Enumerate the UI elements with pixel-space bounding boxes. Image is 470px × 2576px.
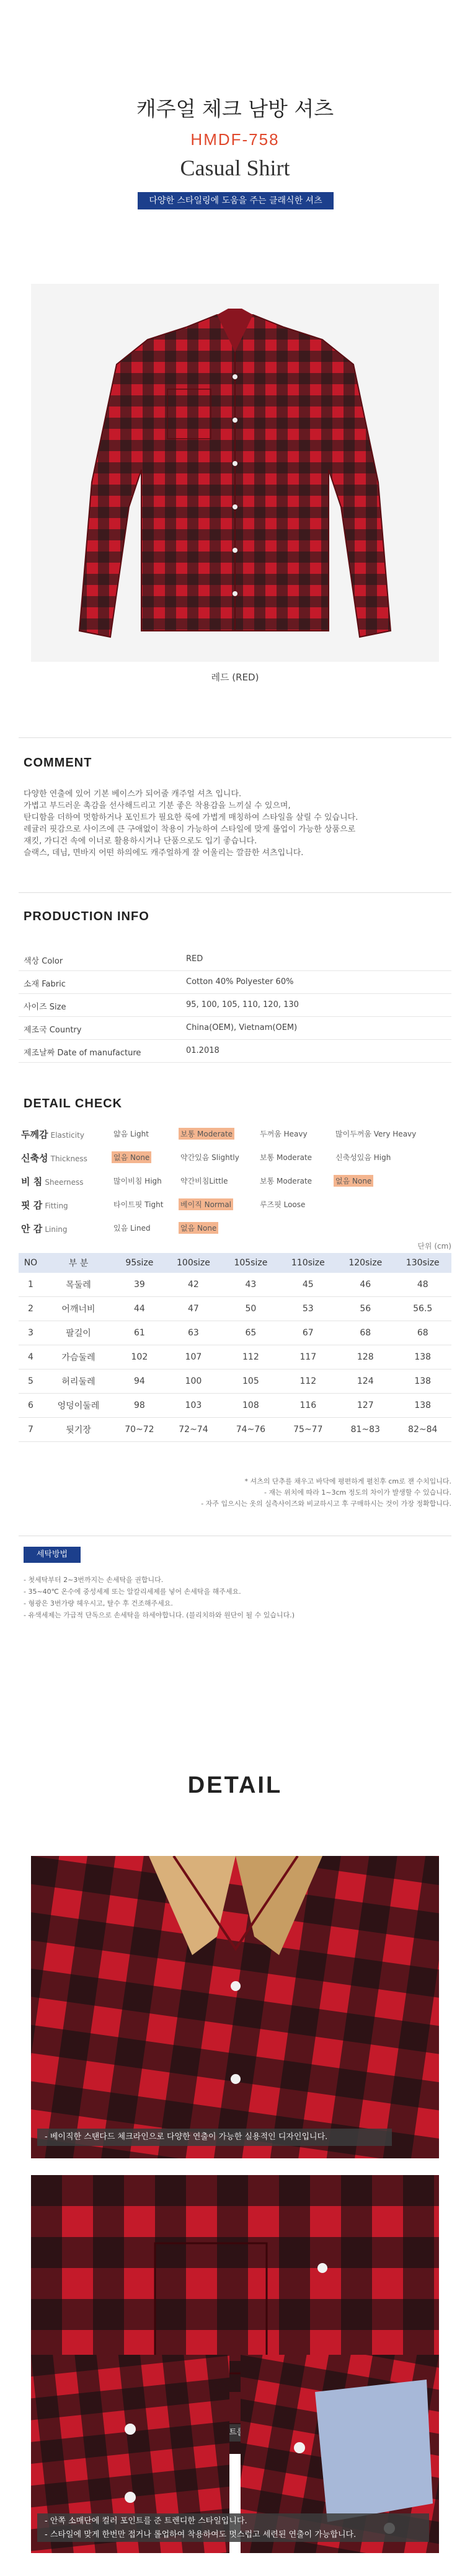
hero-caption: 레드 (RED) — [211, 672, 259, 683]
part-name: 팔길이 — [43, 1321, 114, 1345]
size-table-row — [19, 1418, 451, 1442]
care-line: - 35~40℃ 온수에 중성세제 또는 알칼리세제를 넣어 손세탁을 해주세요. — [24, 1588, 241, 1596]
size-value: 107 — [165, 1345, 222, 1369]
row-number: 3 — [19, 1321, 43, 1345]
spacer — [31, 2243, 32, 2244]
info-key: 제조국 Country — [24, 1026, 82, 1035]
part-name: 어깨너비 — [43, 1297, 114, 1321]
size-value: 112 — [280, 1369, 337, 1394]
info-row-fabric — [19, 971, 451, 994]
col-header: 120size — [337, 1253, 394, 1273]
comment-line: 슬랙스, 데님, 면바지 어떤 하의에도 캐주얼하게 잘 어울리는 깔끔한 셔츠입니다. — [24, 848, 304, 858]
detail-check-option-selected: 보통 Moderate — [179, 1128, 234, 1140]
detail-caption-line: - 안쪽 소매단에 컬러 포인트를 준 트렌디한 스타일입니다. — [45, 2517, 247, 2526]
col-header: 110size — [280, 1253, 337, 1273]
detail-check-option: 보통 Moderate — [260, 1177, 313, 1185]
size-table-header — [19, 1253, 451, 1273]
detail-check-row — [19, 1122, 451, 1145]
product-title-en: Casual Shirt — [180, 156, 290, 180]
comment-line: 가볍고 부드러운 촉감을 선사해드리고 기분 좋은 착용감을 느끼실 수 있으며, — [24, 801, 291, 811]
comment-body — [24, 788, 445, 859]
detail-check-option: 신축성있음 High — [335, 1153, 391, 1162]
size-value: 50 — [222, 1297, 279, 1321]
info-value: 01.2018 — [186, 1046, 219, 1055]
size-value: 61 — [114, 1321, 165, 1345]
col-header: 부 분 — [43, 1253, 114, 1273]
info-value: China(OEM), Vietnam(OEM) — [186, 1023, 298, 1032]
detail-check-row — [19, 1169, 451, 1192]
info-key: 사이즈 Size — [24, 1003, 66, 1012]
info-value: 95, 100, 105, 110, 120, 130 — [186, 1000, 299, 1009]
detail-check-label: 비 침 Sheerness — [21, 1176, 84, 1187]
size-value: 98 — [114, 1394, 165, 1418]
detail-check-row — [19, 1145, 451, 1169]
size-value: 46 — [337, 1273, 394, 1297]
row-number: 7 — [19, 1418, 43, 1442]
detail-photo-collar — [31, 1856, 439, 2158]
size-notes — [154, 1476, 451, 1510]
size-value: 116 — [280, 1394, 337, 1418]
comment-line: 재킷, 가디건 속에 이너로 활용하시거나 단품으로도 입기 좋습니다. — [24, 837, 257, 846]
detail-check-option: 약간비침Little — [180, 1177, 228, 1185]
product-code: HMDF-758 — [190, 130, 280, 149]
size-value: 68 — [394, 1321, 451, 1345]
detail-check-row — [19, 1192, 451, 1216]
size-table-row — [19, 1345, 451, 1369]
col-header: 100size — [165, 1253, 222, 1273]
info-key: 색상 Color — [24, 957, 63, 966]
size-value: 72~74 — [165, 1418, 222, 1442]
size-value: 103 — [165, 1394, 222, 1418]
size-value: 82~84 — [394, 1418, 451, 1442]
size-note: * 셔츠의 단추를 채우고 바닥에 평편하게 펼친후 cm로 잰 수치입니다. — [244, 1477, 451, 1485]
detail-check-label: 신축성 Thickness — [21, 1153, 87, 1164]
detail-check-option: 타이트핏 Tight — [113, 1200, 164, 1209]
size-value: 81~83 — [337, 1418, 394, 1442]
detail-check-label: 핏 감 Fitting — [21, 1200, 68, 1211]
comment-line: 탄디함을 더하여 멋함하거나 포인트가 필요한 룩에 가볍게 매칭하여 스타일을 살릴 수 있습니다. — [24, 813, 358, 822]
detail-caption: - 베이직한 스탠다드 체크라인으로 다양한 연출이 가능한 실용적인 디자인입니다. — [37, 2129, 392, 2146]
size-value: 70~72 — [114, 1418, 165, 1442]
comment-heading: COMMENT — [24, 756, 92, 770]
row-number: 2 — [19, 1297, 43, 1321]
detail-check-option-selected: 베이직 Normal — [179, 1198, 233, 1210]
size-value: 127 — [337, 1394, 394, 1418]
detail-check-option: 많이두꺼움 Very Heavy — [335, 1130, 417, 1138]
collar-fabric-image — [31, 1856, 439, 2158]
care-line: - 유색세제는 가급적 단독으로 손세탁을 하세야합니다. (블리치하와 원단이 될 수 있습니다.) — [24, 1611, 295, 1619]
part-name: 뒷기장 — [43, 1418, 114, 1442]
care-instructions — [24, 1574, 445, 1621]
care-line: - 형광은 3번가량 헤우시고, 탈수 후 건조해주세요. — [24, 1599, 173, 1607]
size-table-row — [19, 1321, 451, 1345]
info-row-country — [19, 1017, 451, 1040]
row-number: 1 — [19, 1273, 43, 1297]
info-row-color — [19, 948, 451, 971]
part-name: 엉덩이둘레 — [43, 1394, 114, 1418]
info-row-size — [19, 994, 451, 1017]
comment-line: 다양한 연출에 있어 기본 베이스가 되어줄 캐주얼 셔츠 입니다. — [24, 789, 242, 799]
size-value: 53 — [280, 1297, 337, 1321]
detail-caption-cuff — [37, 2513, 429, 2542]
shirt-illustration — [31, 284, 439, 662]
col-header: 95size — [114, 1253, 165, 1273]
size-table — [19, 1253, 451, 1442]
size-value: 102 — [114, 1345, 165, 1369]
product-title-kr: 캐주얼 체크 남방 셔츠 — [136, 97, 334, 121]
col-header: 130size — [394, 1253, 451, 1273]
part-name: 목둘레 — [43, 1273, 114, 1297]
detail-caption-line: - 스타일에 맞게 한번만 접거나 롤업하여 착용하여도 멋스럽고 세련된 연출이 가능합니다. — [45, 2530, 357, 2539]
size-value: 94 — [114, 1369, 165, 1394]
size-value: 39 — [114, 1273, 165, 1297]
size-value: 75~77 — [280, 1418, 337, 1442]
detail-check-option-selected: 없음 None — [334, 1175, 373, 1187]
size-value: 45 — [280, 1273, 337, 1297]
size-table-row — [19, 1369, 451, 1394]
part-name: 허리둘레 — [43, 1369, 114, 1394]
detail-check-heading: DETAIL CHECK — [24, 1097, 123, 1110]
size-value: 44 — [114, 1297, 165, 1321]
detail-check-option: 약간있음 Slightly — [180, 1153, 239, 1162]
size-value: 68 — [337, 1321, 394, 1345]
divider — [19, 892, 451, 893]
size-note: - 자주 입으시는 옷의 실측사이즈와 비교하시고 후 구매하시는 것이 가장 정확합니다. — [201, 1500, 451, 1508]
info-key: 소재 Fabric — [24, 980, 66, 989]
detail-check-option: 두꺼움 Heavy — [260, 1130, 308, 1138]
size-value: 42 — [165, 1273, 222, 1297]
row-number: 6 — [19, 1394, 43, 1418]
info-value: RED — [186, 954, 203, 964]
detail-heading: DETAIL — [187, 1772, 283, 1798]
size-value: 100 — [165, 1369, 222, 1394]
size-value: 138 — [394, 1369, 451, 1394]
divider — [19, 737, 451, 738]
detail-check-option: 보통 Moderate — [260, 1153, 313, 1162]
size-value: 56.5 — [394, 1297, 451, 1321]
info-key: 제조날짜 Date of manufacture — [24, 1048, 141, 1058]
detail-check-option-selected: 없음 None — [112, 1151, 151, 1163]
info-row-date — [19, 1040, 451, 1063]
size-value: 112 — [222, 1345, 279, 1369]
detail-check-option: 루즈핏 Loose — [260, 1200, 306, 1209]
size-value: 138 — [394, 1345, 451, 1369]
product-tagline: 다양한 스타일링에 도움을 주는 클래식한 셔츠 — [138, 192, 334, 209]
detail-check-row — [19, 1216, 451, 1239]
size-value: 108 — [222, 1394, 279, 1418]
size-value: 74~76 — [222, 1418, 279, 1442]
row-number: 4 — [19, 1345, 43, 1369]
size-value: 105 — [222, 1369, 279, 1394]
detail-check-option-selected: 없음 None — [179, 1222, 218, 1234]
detail-check-option: 많이비침 High — [113, 1177, 162, 1185]
size-table-row — [19, 1297, 451, 1321]
comment-line: 레귤러 핏감으로 사이즈에 큰 구애없이 착용이 가능하여 스타일에 맞게 롤업이 가능한 상품으로 — [24, 825, 356, 834]
size-table-row — [19, 1273, 451, 1297]
size-value: 67 — [280, 1321, 337, 1345]
care-line: - 첫세탁부터 2~3번까지는 손세탁을 권합니다. — [24, 1576, 164, 1584]
production-heading: PRODUCTION INFO — [24, 910, 149, 923]
size-value: 128 — [337, 1345, 394, 1369]
size-table-row — [19, 1394, 451, 1418]
hero-product-image — [31, 284, 439, 662]
col-header: NO — [19, 1253, 43, 1273]
size-value: 117 — [280, 1345, 337, 1369]
size-value: 65 — [222, 1321, 279, 1345]
size-value: 124 — [337, 1369, 394, 1394]
size-value: 63 — [165, 1321, 222, 1345]
detail-check-label: 안 감 Lining — [21, 1223, 68, 1234]
detail-check-option: 얇음 Light — [113, 1130, 149, 1138]
size-unit: 단위 (cm) — [417, 1242, 451, 1251]
size-note: - 재는 위치에 따라 1~3cm 정도의 차이가 발생할 수 있습니다. — [264, 1488, 451, 1497]
info-value: Cotton 40% Polyester 60% — [186, 977, 294, 987]
size-value: 48 — [394, 1273, 451, 1297]
size-value: 56 — [337, 1297, 394, 1321]
row-number: 5 — [19, 1369, 43, 1394]
size-value: 138 — [394, 1394, 451, 1418]
care-badge: 세탁방법 — [24, 1547, 81, 1563]
part-name: 가슴둘레 — [43, 1345, 114, 1369]
size-value: 47 — [165, 1297, 222, 1321]
size-value: 43 — [222, 1273, 279, 1297]
detail-check-option: 있음 Lined — [113, 1224, 151, 1233]
detail-check-label: 두께감 Elasticity — [21, 1129, 84, 1140]
col-header: 105size — [222, 1253, 279, 1273]
